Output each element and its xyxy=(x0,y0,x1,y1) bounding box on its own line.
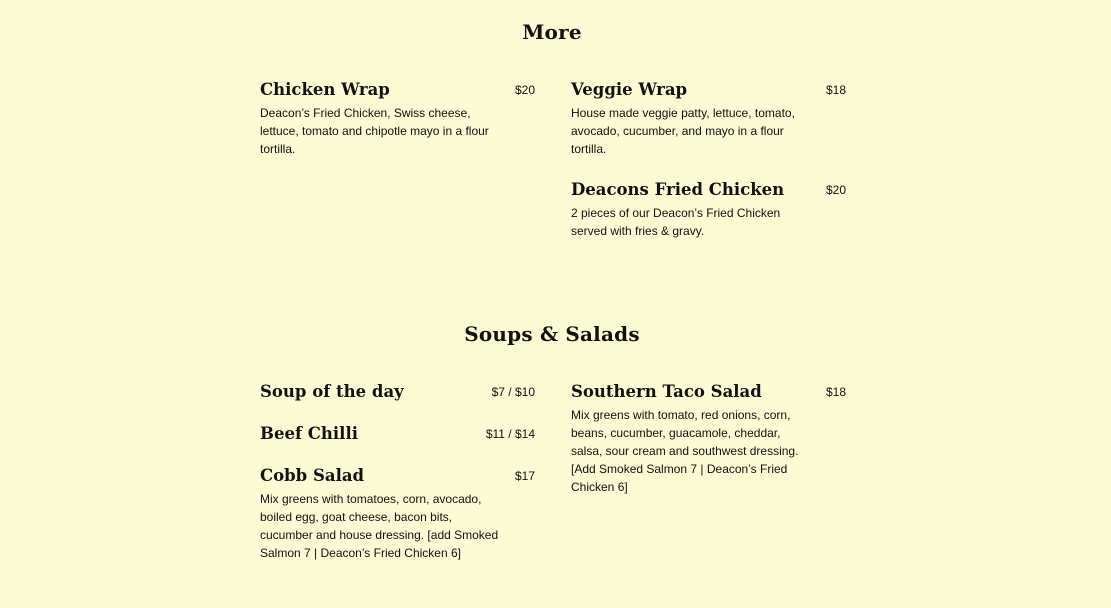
menu-item-deacons-fried-chicken xyxy=(571,179,846,240)
menu-item-soup-of-the-day xyxy=(260,381,535,403)
menu-item-price: $20 xyxy=(825,183,846,197)
menu-item-beef-chilli xyxy=(260,423,535,445)
menu-item-header xyxy=(571,179,846,201)
menu-item-southern-taco-salad xyxy=(571,381,846,496)
menu-item-description: Deacon’s Fried Chicken, Swiss cheese, lettuce, tomato and chipotle mayo in a flour tortilla. xyxy=(260,106,489,156)
menu-item-cobb-salad xyxy=(260,465,535,562)
menu-item-description: House made veggie patty, lettuce, tomato, avocado, cucumber, and mayo in a flour tortilla. xyxy=(571,106,795,156)
menu-item-name: Southern Taco Salad xyxy=(571,382,762,401)
section-title-more: More xyxy=(522,20,582,44)
menu-item-chicken-wrap xyxy=(260,79,535,158)
menu-item-price: $11 / $14 xyxy=(485,427,535,441)
menu-item-header xyxy=(571,79,846,101)
menu-item-header xyxy=(260,79,535,101)
menu-item-price: $18 xyxy=(825,83,846,97)
menu-item-header xyxy=(260,381,535,403)
menu-item-price: $7 / $10 xyxy=(491,385,535,399)
menu-item-price: $18 xyxy=(825,385,846,399)
menu-item-price: $20 xyxy=(514,83,535,97)
menu-item-name: Cobb Salad xyxy=(260,466,365,485)
menu-item-price: $17 xyxy=(514,469,535,483)
menu-item-header xyxy=(571,381,846,403)
menu-item-header xyxy=(260,465,535,487)
menu-item-description: 2 pieces of our Deacon’s Fried Chicken served with fries & gravy. xyxy=(571,206,781,238)
menu-item-name: Veggie Wrap xyxy=(571,80,688,99)
menu-item-header xyxy=(260,423,535,445)
menu-item-description: Mix greens with tomato, red onions, corn, beans, cucumber, guacamole, cheddar, salsa, sour cream and southwest dressing. [Add Smoked Salmon 7 | Deacon’s Fried Chicken 6] xyxy=(571,408,799,494)
section-title-soups-salads: Soups & Salads xyxy=(464,322,640,346)
menu-item-name: Chicken Wrap xyxy=(260,80,390,99)
menu-item-name: Beef Chilli xyxy=(260,424,358,443)
menu-item-description: Mix greens with tomatoes, corn, avocado, boiled egg, goat cheese, bacon bits, cucumber and house dressing. [add Smoked Salmon 7 | Deacon’s Fried Chicken 6] xyxy=(260,492,499,560)
menu-item-name: Soup of the day xyxy=(260,382,404,401)
menu-item-name: Deacons Fried Chicken xyxy=(571,180,785,199)
menu-item-veggie-wrap xyxy=(571,79,846,158)
